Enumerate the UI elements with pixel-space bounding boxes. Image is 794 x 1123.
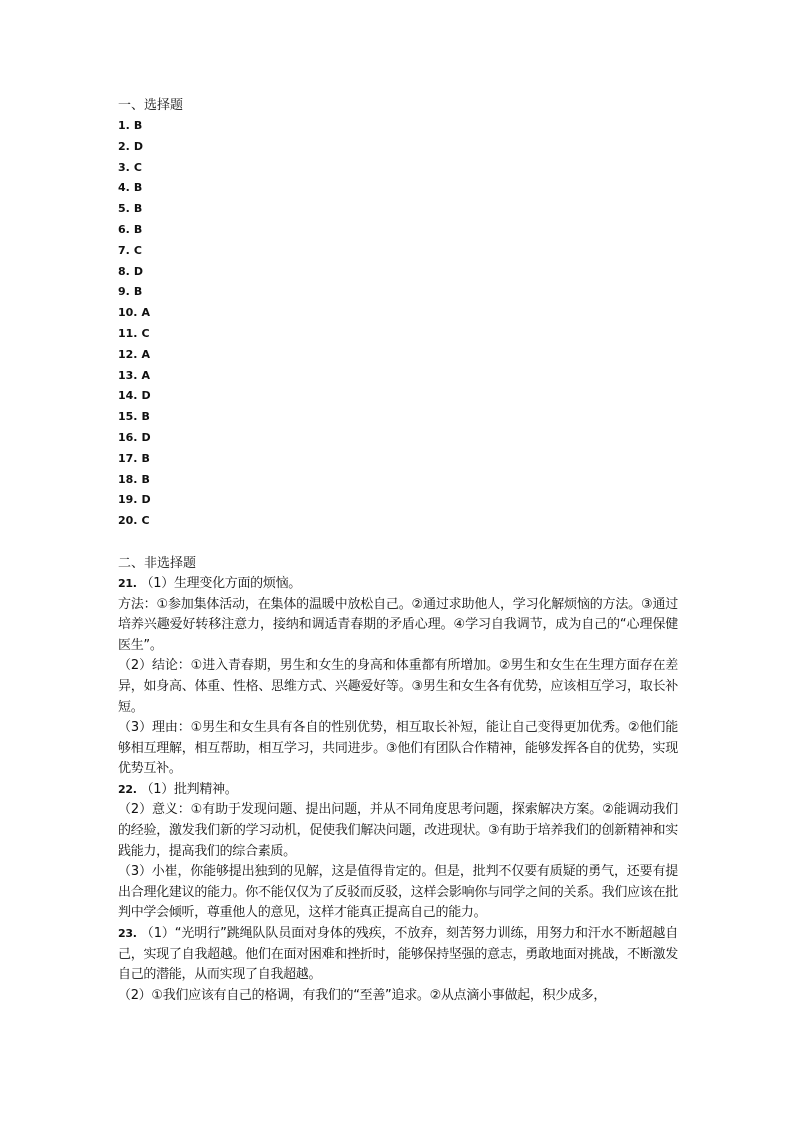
question-number: 1.	[118, 119, 130, 132]
answer-item	[118, 241, 678, 262]
answer-letter: B	[133, 202, 143, 216]
answer-letter: D	[141, 430, 151, 444]
answer-item	[118, 262, 678, 283]
section-title-multiple-choice: 一、选择题	[118, 98, 184, 113]
question-number: 23.	[118, 927, 137, 941]
answer-letter: D	[141, 389, 151, 403]
question-number: 9.	[118, 285, 130, 299]
answer-letter: B	[141, 472, 150, 486]
answer-letter: B	[133, 119, 143, 132]
q22-part1-text: （1）批判精神。	[140, 781, 238, 797]
question-number: 15.	[118, 410, 138, 424]
answer-letter: D	[133, 264, 143, 278]
answer-item	[118, 116, 678, 137]
question-number: 10.	[118, 306, 138, 320]
question-number: 22.	[118, 782, 137, 796]
q21-part1-text: （1）生理变化方面的烦恼。	[140, 575, 301, 591]
answer-item	[118, 282, 678, 303]
answer-item	[118, 199, 678, 220]
question-number: 13.	[118, 368, 138, 382]
answer-item	[118, 449, 678, 470]
question-23	[118, 924, 678, 1006]
answer-item	[118, 220, 678, 241]
answer-letter: D	[141, 493, 151, 507]
q21-part3: （3）理由：①男生和女生具有各自的性别优势，相互取长补短，能让自己变得更加优秀。②他们能够相互理解，相互帮助，相互学习，共同进步。③他们有团队合作精神，能够发挥各自的优势，实现优势互补。	[118, 720, 678, 777]
question-number: 5.	[118, 202, 130, 216]
answer-item	[118, 407, 678, 428]
answer-item	[118, 511, 678, 532]
answer-item	[118, 178, 678, 199]
answer-letter: A	[141, 347, 151, 361]
question-number: 17.	[118, 451, 138, 465]
q23-part2: （2）①我们应该有自己的格调，有我们的“至善”追求。②从点滴小事做起，积少成多，	[118, 987, 607, 1003]
q23-part1-text: （1）“光明行”跳绳队队员面对身体的残疾，不放弃，刻苦努力训练，用努力和汗水不断超越自己，实现了自我超越。他们在面对困难和挫折时，能够保持坚强的意志，勇敢地面对挑战，不断激发自己的潜能，从而实现了自我超越。	[118, 926, 678, 983]
answer-item	[118, 386, 678, 407]
answer-item	[118, 345, 678, 366]
section-spacer	[118, 532, 678, 554]
question-21	[118, 574, 678, 780]
q23-part1	[118, 924, 678, 986]
answer-letter: B	[141, 410, 150, 424]
question-number: 7.	[118, 243, 130, 257]
answer-letter: D	[133, 139, 143, 153]
question-number: 3.	[118, 160, 130, 174]
question-number: 18.	[118, 472, 138, 486]
question-number: 21.	[118, 576, 137, 590]
answer-item	[118, 324, 678, 345]
answer-letter: B	[133, 181, 143, 195]
question-22	[118, 780, 678, 924]
answer-item	[118, 470, 678, 491]
answer-item	[118, 303, 678, 324]
answer-letter: B	[141, 451, 150, 465]
question-number: 8.	[118, 264, 130, 278]
question-number: 2.	[118, 139, 130, 153]
answer-item	[118, 490, 678, 511]
answer-item	[118, 428, 678, 449]
q22-part3: （3）小崔，你能够提出独到的见解，这是值得肯定的。但是，批判不仅要有质疑的勇气，还要有提出合理化建议的能力。你不能仅仅为了反驳而反驳，这样会影响你与同学之间的关系。我们应该在批判中学会倾听，尊重他人的意见，这样才能真正提高自己的能力。	[118, 864, 678, 921]
q21-part1	[118, 574, 678, 595]
section-title-non-choice: 二、非选择题	[118, 555, 197, 571]
answer-letter: C	[141, 326, 150, 340]
multiple-choice-answer-list	[118, 116, 678, 532]
answer-item	[118, 158, 678, 179]
answer-letter: C	[141, 514, 150, 528]
question-number: 11.	[118, 326, 138, 340]
question-number: 4.	[118, 181, 130, 195]
answer-letter: C	[133, 243, 142, 257]
question-number: 12.	[118, 347, 138, 361]
q22-part1	[118, 780, 678, 801]
q21-part2: （2）结论：①进入青春期，男生和女生的身高和体重都有所增加。②男生和女生在生理方面存在差异，如身高、体重、性格、思维方式、兴趣爱好等。③男生和女生各有优势，应该相互学习，取长补短。	[118, 658, 678, 715]
answer-letter: B	[133, 222, 143, 236]
answer-letter: A	[141, 368, 151, 382]
answer-item	[118, 366, 678, 387]
answer-letter: B	[133, 285, 143, 299]
question-number: 19.	[118, 493, 138, 507]
answer-sheet	[118, 96, 678, 1006]
question-number: 6.	[118, 222, 130, 236]
answer-item	[118, 137, 678, 158]
answer-letter: C	[133, 160, 142, 174]
question-number: 16.	[118, 430, 138, 444]
question-number: 14.	[118, 389, 138, 403]
q22-part2: （2）意义：①有助于发现问题、提出问题，并从不同角度思考问题，探索解决方案。②能调动我们的经验，激发我们新的学习动机，促使我们解决问题，改进现状。③有助于培养我们的创新精神和实践能力，提高我们的综合素质。	[118, 802, 678, 859]
q21-methods: 方法：①参加集体活动，在集体的温暖中放松自己。②通过求助他人，学习化解烦恼的方法。③通过培养兴趣爱好转移注意力，接纳和调适青春期的矛盾心理。④学习自我调节，成为自己的“心理保健医生”。	[118, 596, 678, 653]
question-number: 20.	[118, 514, 138, 528]
answer-letter: A	[141, 306, 151, 320]
